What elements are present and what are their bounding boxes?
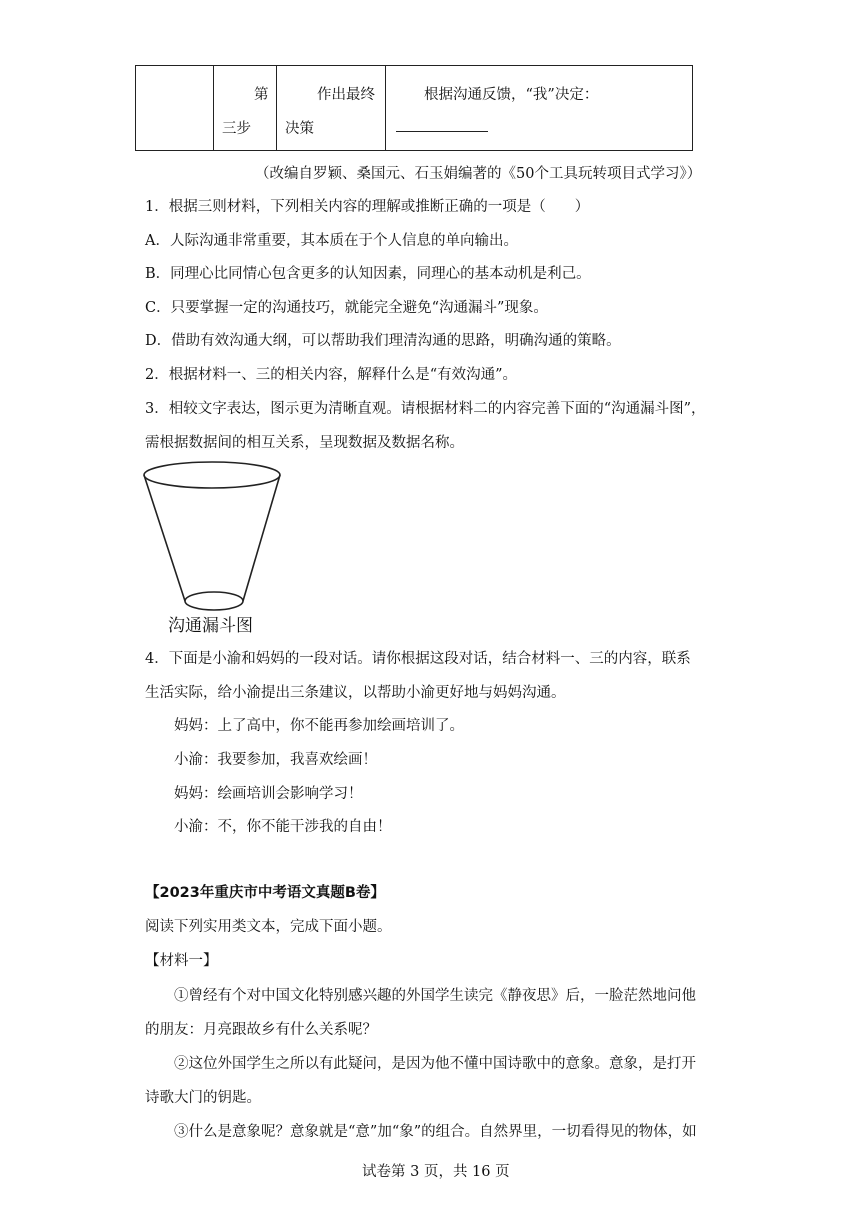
paragraph-2-line2: 诗歌大门的钥匙。: [145, 1090, 261, 1106]
paragraph-1-line1: ①曾经有个对中国文化特别感兴趣的外国学生读完《静夜思》后，一脸茫然地问他: [174, 988, 696, 1004]
funnel-title: 沟通漏斗图: [168, 616, 253, 636]
source-citation: （改编自罗颖、桑国元、石玉娟编著的《50个工具玩转项目式学习》）: [255, 166, 702, 182]
step-label-top: 第: [254, 87, 269, 103]
dialogue-line: 妈妈：绘画培训会影响学习！: [174, 786, 363, 802]
section-title: 【2023年重庆市中考语文真题B卷】: [145, 885, 385, 901]
funnel-left-side: [144, 475, 185, 601]
funnel-right-side: [243, 475, 280, 601]
dialogue-line: 小渝：不，你不能干涉我的自由！: [174, 819, 392, 835]
question-4-line2: 生活实际，给小渝提出三条建议，以帮助小渝更好地与妈妈沟通。: [145, 685, 566, 701]
funnel-top-rim: [144, 462, 280, 488]
step-label-bottom: 三步: [222, 121, 251, 137]
answer-blank[interactable]: [396, 117, 488, 136]
table-cell-empty: [136, 66, 214, 151]
question-3-line2: 需根据数据间的相互关系，呈现数据及数据名称。: [145, 435, 464, 451]
decision-text: 根据沟通反馈，“我”决定：: [424, 87, 599, 103]
page-footer: 试卷第 3 页，共 16 页: [362, 1164, 510, 1180]
funnel-bottom-rim: [185, 592, 243, 610]
action-label-bottom: 决策: [285, 121, 314, 137]
table-cell-action: [277, 66, 386, 151]
option-a: A．人际沟通非常重要，其本质在于个人信息的单向输出。: [145, 233, 518, 249]
step-table: [135, 65, 693, 151]
paragraph-3-line1: ③什么是意象呢？意象就是“意”加“象”的组合。自然界里，一切看得见的物体，如: [174, 1124, 697, 1140]
table-cell-content: [386, 66, 693, 151]
question-3-line1: 3．相较文字表达，图示更为清晰直观。请根据材料二的内容完善下面的“沟通漏斗图”，: [145, 401, 706, 417]
dialogue-line: 妈妈：上了高中，你不能再参加绘画培训了。: [174, 718, 464, 734]
instruction: 阅读下列实用类文本，完成下面小题。: [145, 919, 392, 935]
option-b: B．同理心比同情心包含更多的认知因素，同理心的基本动机是利己。: [145, 266, 591, 282]
option-c: C．只要掌握一定的沟通技巧，就能完全避免“沟通漏斗”现象。: [145, 300, 548, 316]
paragraph-2-line1: ②这位外国学生之所以有此疑问，是因为他不懂中国诗歌中的意象。意象，是打开: [174, 1056, 696, 1072]
action-label-top: 作出最终: [317, 87, 375, 103]
question-1-stem: 1．根据三则材料，下列相关内容的理解或推断正确的一项是（ ）: [145, 199, 590, 215]
question-4-line1: 4．下面是小渝和妈妈的一段对话。请你根据这段对话，结合材料一、三的内容，联系: [145, 651, 691, 667]
paragraph-1-line2: 的朋友：月亮跟故乡有什么关系呢？: [145, 1022, 377, 1038]
material-label: 【材料一】: [145, 953, 218, 969]
table-cell-step: [214, 66, 277, 151]
option-d: D．借助有效沟通大纲，可以帮助我们理清沟通的思路，明确沟通的策略。: [145, 333, 621, 349]
question-2: 2．根据材料一、三的相关内容，解释什么是“有效沟通”。: [145, 367, 518, 383]
dialogue-line: 小渝：我要参加，我喜欢绘画！: [174, 752, 377, 768]
